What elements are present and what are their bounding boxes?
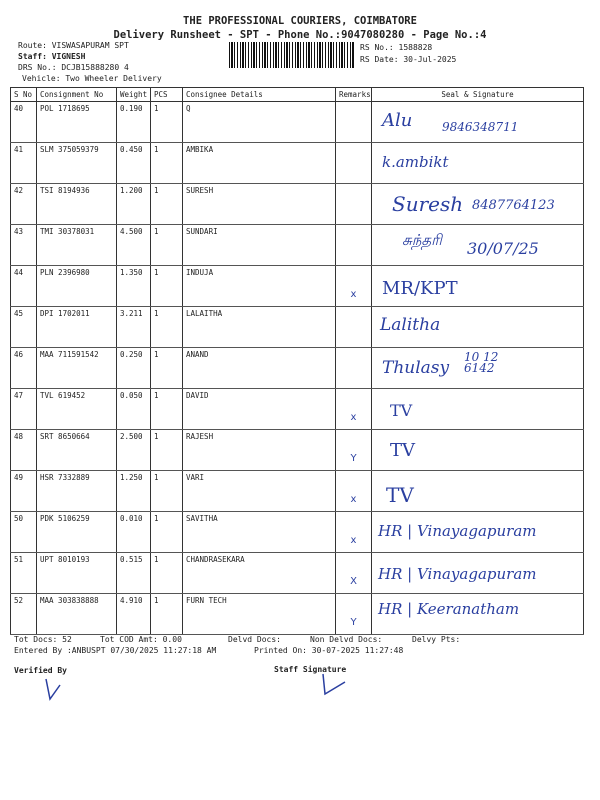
table-row [11,143,584,184]
signature-handwriting: HR | Vinayagapuram [378,522,537,540]
cell-weight: 0.515 [117,553,151,594]
verified-by-label: Verified By [14,666,67,675]
table-row [11,389,584,430]
cell-sno: 45 [11,307,37,348]
cell-weight: 3.211 [117,307,151,348]
verifier-signature-mark [40,675,70,703]
cell-consignee: LALAITHA [183,307,336,348]
cell-signature [372,102,584,143]
cell-consignee: SUNDARI [183,225,336,266]
rs-number: RS No.: 1588828 [360,43,433,52]
signature-handwriting: TV [390,401,413,420]
cell-remark: x [336,512,372,553]
cell-pcs: 1 [151,184,183,225]
cell-consignee: SAVITHA [183,512,336,553]
cell-consignee: FURN TECH [183,594,336,635]
cell-consignment: PLN 2396980 [37,266,117,307]
table-row [11,225,584,266]
cell-remark [336,348,372,389]
cell-consignment: SRT 8650664 [37,430,117,471]
cell-consignee: Q [183,102,336,143]
staff-signature-mark [315,672,355,698]
signature-note: 30/07/25 [467,239,539,258]
cell-remark: x [336,471,372,512]
cell-remark: Y [336,594,372,635]
cell-signature [372,512,584,553]
delivered-docs: Delvd Docs: [228,635,281,644]
signature-handwriting: Suresh [392,192,464,216]
cell-weight: 1.200 [117,184,151,225]
cell-remark [336,307,372,348]
cell-weight: 0.050 [117,389,151,430]
cell-consignee: RAJESH [183,430,336,471]
cell-remark [336,184,372,225]
col-pcs: PCS [151,88,183,102]
cell-consignee: CHANDRASEKARA [183,553,336,594]
signature-handwriting: k.ambikt [382,153,449,171]
signature-handwriting: Alu [382,110,413,131]
cell-pcs: 1 [151,594,183,635]
signature-handwriting: TV [386,483,414,507]
printed-on: Printed On: 30-07-2025 11:27:48 [254,646,404,655]
cell-remark: Y [336,430,372,471]
table-row [11,594,584,635]
table-row [11,430,584,471]
cell-sno: 44 [11,266,37,307]
cell-pcs: 1 [151,143,183,184]
cell-sno: 42 [11,184,37,225]
cell-consignment: UPT 8010193 [37,553,117,594]
table-row [11,512,584,553]
cell-pcs: 1 [151,512,183,553]
table-header-row [11,88,584,102]
signature-handwriting: MR/KPT [382,278,458,299]
staff-signature-label: Staff Signature [274,665,347,674]
cell-consignment: SLM 375059379 [37,143,117,184]
signature-note: 9846348711 [442,120,519,134]
company-title: THE PROFESSIONAL COURIERS, COIMBATORE [183,15,417,27]
entered-by: Entered By :ANBUSPT 07/30/2025 11:27:18 AM [14,646,217,655]
cell-consignment: POL 1718695 [37,102,117,143]
cell-sno: 41 [11,143,37,184]
total-cod-amount: Tot COD Amt: 0.00 [100,635,182,644]
signature-handwriting: சுந்தரி [402,231,442,249]
cell-consignee: SURESH [183,184,336,225]
col-signature: Seal & Signature [372,88,584,102]
table-row [11,307,584,348]
cell-pcs: 1 [151,471,183,512]
cell-pcs: 1 [151,102,183,143]
non-delivered-docs: Non Delvd Docs: [310,635,383,644]
cell-consignment: HSR 7332889 [37,471,117,512]
route: Route: VISWASAPURAM SPT [18,41,129,50]
cell-sno: 50 [11,512,37,553]
signature-note: 8487764123 [472,198,555,213]
col-sno: S No [11,88,37,102]
signature-handwriting: HR | Keeranatham [378,600,520,618]
cell-sno: 40 [11,102,37,143]
cell-signature [372,266,584,307]
cell-signature [372,553,584,594]
cell-pcs: 1 [151,430,183,471]
cell-consignment: TSI 8194936 [37,184,117,225]
cell-consignment: MAA 711591542 [37,348,117,389]
cell-remark: x [336,389,372,430]
cell-sno: 52 [11,594,37,635]
cell-signature [372,389,584,430]
cell-pcs: 1 [151,307,183,348]
signature-handwriting: TV [390,440,416,461]
cell-weight: 0.010 [117,512,151,553]
cell-sno: 47 [11,389,37,430]
cell-signature [372,184,584,225]
cell-consignee: AMBIKA [183,143,336,184]
cell-consignee: VARI [183,471,336,512]
cell-weight: 0.190 [117,102,151,143]
col-consignment: Consignment No [37,88,117,102]
runsheet-subtitle: Delivery Runsheet - SPT - Phone No.:9047080280 - Page No.:4 [113,29,487,41]
drs-number: DRS No.: DCJB15888280 4 [18,63,129,72]
cell-consignment: TVL 619452 [37,389,117,430]
cell-weight: 4.910 [117,594,151,635]
cell-pcs: 1 [151,389,183,430]
table-row [11,471,584,512]
cell-sno: 46 [11,348,37,389]
cell-weight: 1.250 [117,471,151,512]
delivery-points: Delvy Pts: [412,635,461,644]
cell-weight: 1.350 [117,266,151,307]
cell-consignment: DPI 1702011 [37,307,117,348]
cell-weight: 4.500 [117,225,151,266]
total-docs: Tot Docs: 52 [14,635,72,644]
signature-handwriting: Lalitha [380,315,441,335]
cell-remark [336,143,372,184]
cell-remark: x [336,266,372,307]
col-remarks: Remarks [336,88,372,102]
cell-signature [372,430,584,471]
table-row [11,266,584,307]
cell-consignee: INDUJA [183,266,336,307]
cell-consignee: DAVID [183,389,336,430]
table-row [11,553,584,594]
cell-pcs: 1 [151,348,183,389]
cell-pcs: 1 [151,553,183,594]
cell-weight: 0.250 [117,348,151,389]
cell-weight: 2.500 [117,430,151,471]
cell-signature [372,143,584,184]
barcode [229,42,355,68]
table-row [11,184,584,225]
signature-note: 10 12 6142 [464,350,499,375]
cell-signature [372,307,584,348]
cell-signature [372,594,584,635]
cell-remark: X [336,553,372,594]
signature-handwriting: HR | Vinayagapuram [378,565,537,583]
cell-sno: 49 [11,471,37,512]
cell-weight: 0.450 [117,143,151,184]
cell-signature [372,348,584,389]
runsheet-table [10,87,584,635]
signature-handwriting: Thulasy [382,358,450,378]
cell-sno: 43 [11,225,37,266]
cell-consignee: ANAND [183,348,336,389]
cell-consignment: PDK 5106259 [37,512,117,553]
cell-sno: 51 [11,553,37,594]
col-consignee: Consignee Details [183,88,336,102]
cell-remark [336,102,372,143]
col-weight: Weight [117,88,151,102]
cell-sno: 48 [11,430,37,471]
rs-date: RS Date: 30-Jul-2025 [360,55,457,64]
cell-signature [372,471,584,512]
cell-consignment: TMI 30378031 [37,225,117,266]
cell-signature [372,225,584,266]
cell-remark [336,225,372,266]
cell-pcs: 1 [151,225,183,266]
cell-pcs: 1 [151,266,183,307]
cell-consignment: MAA 303838888 [37,594,117,635]
table-row [11,348,584,389]
table-row [11,102,584,143]
staff: Staff: VIGNESH [18,52,86,61]
vehicle: Vehicle: Two Wheeler Delivery [22,74,162,83]
